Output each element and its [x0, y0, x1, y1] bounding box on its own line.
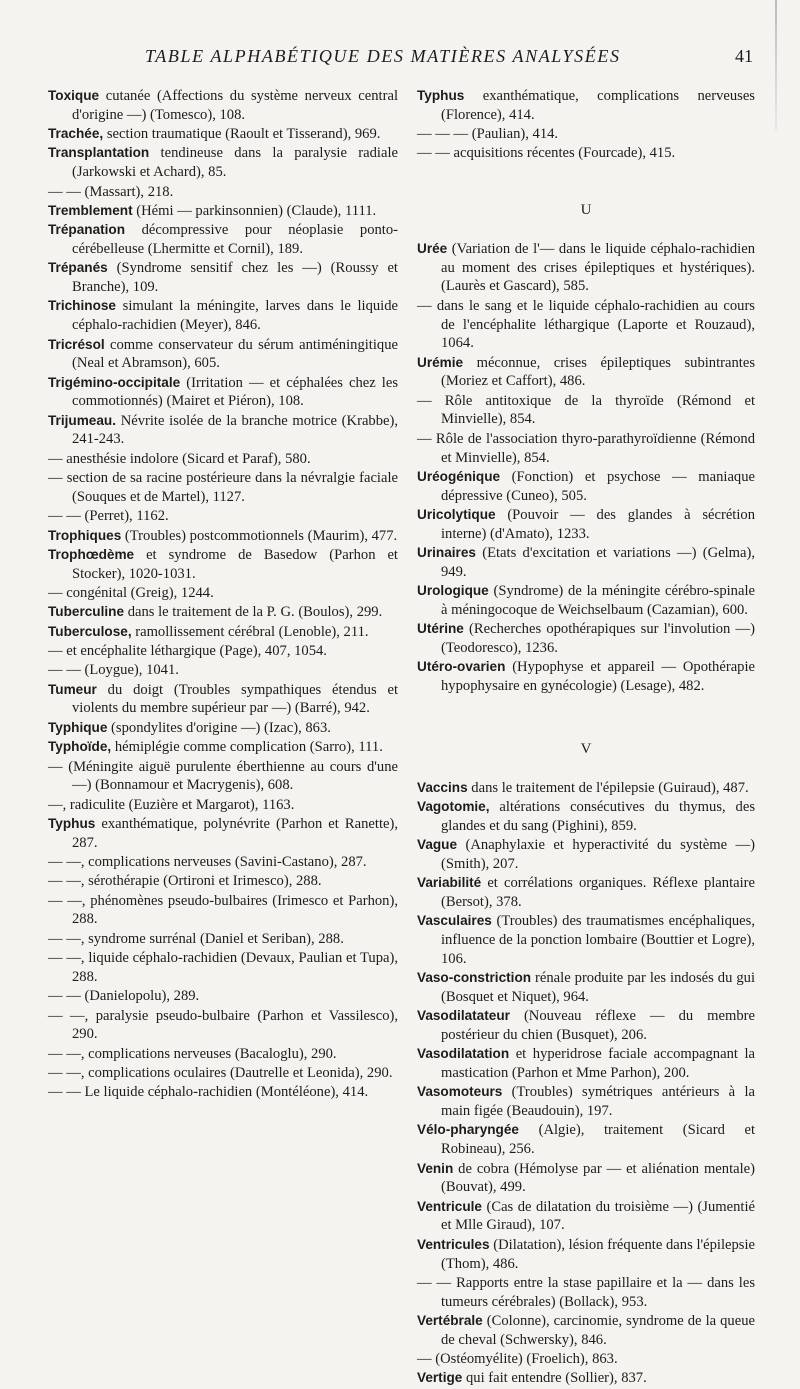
entry-heading: Urémie [417, 354, 464, 370]
entry-text: méconnue, crises épileptiques subintrantes (Moriez et Caffort), 486. [441, 354, 755, 390]
index-entry [417, 779, 755, 798]
entry-text: (Etats d'excitation et variations —) (Gelma), 949. [441, 545, 755, 580]
entry-text: décompressive pour néoplasie ponto-cérébelleuse (Lhermitte et Cornil), 189. [72, 222, 398, 257]
entry-text: cutanée (Affections du système nerveux central d'origine —) (Tomesco), 108. [72, 88, 398, 123]
entry-heading: Vasodilatateur [417, 1008, 510, 1024]
right-entries-v [417, 779, 755, 1389]
entry-text: — — (Danielopolu), 289. [48, 988, 200, 1005]
entry-heading: Utérine [417, 621, 464, 637]
entry-heading: Tuberculine [48, 604, 125, 620]
entry-text: (Recherches opothérapiques sur l'involution —) (Teodoresco), 1236. [441, 621, 755, 657]
index-entry [417, 430, 755, 468]
entry-heading: Trépanation [48, 222, 126, 238]
entry-text: — section de sa racine postérieure dans la névralgie faciale (Souques et de Martel), 1127. [48, 470, 398, 505]
entry-text: (Variation de l'— dans le liquide céphalo-rachidien au moment des crises épileptiques et hystériques). (Laurès et Gascard), 585. [441, 240, 755, 295]
entry-heading: Utéro-ovarien [417, 659, 506, 675]
left-entries [48, 87, 398, 1102]
index-entry [417, 125, 755, 144]
index-entry [417, 798, 755, 836]
entry-heading: Trachée, [48, 126, 104, 142]
entry-text: exanthématique, complications nerveuses (Florence), 414. [441, 88, 755, 123]
entry-text: altérations consécutives du thymus, des glandes et du sang (Pighini), 859. [441, 798, 755, 834]
entry-text: — —, phénomènes pseudo-bulbaires (Irimesco et Parhon), 288. [48, 892, 398, 928]
index-entry [48, 949, 398, 987]
entry-heading: Venin [417, 1160, 454, 1176]
entry-heading: Trijumeau. [48, 412, 116, 428]
entry-text: (Hypophyse et appareil — Opothérapie hypophysaire en gynécologie) (Lesage), 482. [441, 659, 755, 695]
index-entry [48, 623, 398, 642]
entry-text: (Troubles) des traumatismes encéphaliques, influence de la ponction lombaire (Bouttier et Logre), 106. [441, 913, 755, 967]
index-entry [48, 584, 398, 603]
entry-text: — —, syndrome surrénal (Daniel et Seriban), 288. [48, 930, 344, 947]
entry-heading: Trépanés [48, 260, 108, 276]
index-entry [417, 836, 755, 874]
index-entry [48, 507, 398, 526]
index-entry [48, 144, 398, 182]
index-entry [417, 874, 755, 912]
entry-heading: Trophœdème [48, 546, 135, 562]
index-entry [48, 642, 398, 661]
entry-text: (Pouvoir — des glandes à sécrétion interne) (d'Amato), 1233. [441, 507, 755, 542]
entry-text: ramollissement cérébral (Lenoble), 211. [131, 623, 369, 640]
section-letter-u: U [580, 202, 592, 219]
entry-text: (Algie), traitement (Sicard et Robineau), 256. [441, 1122, 755, 1158]
entry-heading: Variabilité [417, 875, 482, 891]
entry-heading: Vasomoteurs [417, 1084, 503, 1100]
right-entries-u [417, 240, 755, 696]
index-entry [48, 297, 398, 335]
entry-heading: Vasodilatation [417, 1046, 510, 1062]
entry-text: — anesthésie indolore (Sicard et Paraf), 580. [48, 450, 311, 467]
entry-heading: Vaccins [417, 779, 468, 795]
index-entry [48, 661, 398, 680]
entry-text: (Hémi — parkinsonnien) (Claude), 1111. [132, 202, 377, 219]
entry-heading: Ventricule [417, 1198, 482, 1214]
index-entry [48, 872, 398, 891]
entry-text: comme conservateur du sérum antiméningitique (Neal et Abramson), 605. [72, 336, 398, 372]
index-entry [48, 987, 398, 1006]
entry-text: et syndrome de Basedow (Parhon et Stocker), 1020-1031. [72, 546, 398, 582]
index-entry [48, 183, 398, 202]
entry-text: (Troubles) postcommotionnels (Maurim), 477. [121, 527, 398, 544]
entry-heading: Uricolytique [417, 507, 496, 522]
entry-heading: Tuberculose, [48, 623, 132, 639]
entry-text: — —, paralysie pseudo-bulbaire (Parhon et Vassilesco), 290. [48, 1007, 398, 1043]
entry-text: — —, liquide céphalo-rachidien (Devaux, Paulian et Tupa), 288. [48, 950, 398, 985]
index-entry [48, 719, 398, 738]
index-entry [48, 853, 398, 872]
index-entry [417, 1121, 755, 1159]
entry-text: — —, sérothérapie (Ortironi et Irimesco), 288. [48, 873, 322, 890]
entry-text: (Nouveau réflexe — du membre postérieur du chien (Busquet), 206. [441, 1008, 755, 1043]
index-entry [417, 1160, 755, 1198]
entry-text: — —, complications oculaires (Dautrelle et Leonida), 290. [48, 1065, 393, 1082]
entry-heading: Tumeur [48, 681, 97, 697]
index-entry [48, 1007, 398, 1045]
index-entry [417, 297, 755, 353]
entry-text: — — — (Paulian), 414. [417, 126, 559, 143]
entry-text: (Syndrome) de la méningite cérébro-spinale à méningocoque de Weichselbaum (Cazamian), 600. [441, 583, 755, 618]
entry-heading: Vasculaires [417, 913, 492, 929]
entry-heading: Typhique [48, 719, 108, 735]
entry-text: — — (Massart), 218. [48, 183, 174, 200]
entry-text: — et encéphalite léthargique (Page), 407, 1054. [48, 643, 327, 660]
index-entry [417, 1198, 755, 1236]
entry-text: (Colonne), carcinomie, syndrome de la queue de cheval (Schwersky), 846. [441, 1312, 755, 1348]
entry-text: et corrélations organiques. Réflexe plantaire (Bersot), 378. [441, 875, 755, 910]
entry-heading: Toxique [48, 88, 100, 103]
index-entry [417, 1274, 755, 1312]
entry-text: (Cas de dilatation du troisième —) (Jumentié et Mlle Giraud), 107. [441, 1198, 755, 1234]
index-entry [48, 1045, 398, 1064]
entry-text: qui fait entendre (Sollier), 837. [462, 1370, 647, 1387]
section-letter-v: V [580, 740, 592, 757]
entry-text: exanthématique, polynévrite (Parhon et Ranette), 287. [72, 815, 398, 851]
entry-text: — Rôle de l'association thyro-parathyroïdienne (Rémond et Minvielle), 854. [417, 430, 755, 466]
entry-text: — —, complications nerveuses (Bacaloglu), 290. [48, 1045, 337, 1062]
entry-heading: Vagotomie, [417, 798, 490, 814]
entry-heading: Urinaires [417, 545, 476, 561]
entry-text: simulant la méningite, larves dans le liquide céphalo-rachidien (Meyer), 846. [72, 298, 398, 334]
index-entry [48, 374, 398, 412]
left-column [48, 87, 398, 1103]
entry-text: (Fonction) et psychose — maniaque dépressive (Cuneo), 505. [441, 468, 755, 504]
entry-text: dans le traitement de la P. G. (Boulos), 299. [124, 604, 383, 621]
index-entry [48, 527, 398, 546]
entry-text: — — Le liquide céphalo-rachidien (Montéléone), 414. [48, 1084, 369, 1101]
entry-text: (Irritation — et céphalées chez les commotionnés) (Mairet et Piéron), 108. [72, 374, 398, 410]
index-entry [417, 912, 755, 968]
index-entry [48, 815, 398, 853]
entry-heading: Typhus [48, 815, 96, 831]
entry-text: section traumatique (Raoult et Tisserand), 969. [103, 126, 381, 143]
entry-text: — Rôle antitoxique de la thyroïde (Rémond et Minvielle), 854. [417, 392, 755, 428]
entry-text: tendineuse dans la paralysie radiale (Jarkowski et Achard), 85. [72, 145, 398, 181]
index-entry [417, 144, 755, 163]
index-entry [48, 930, 398, 949]
index-entry [48, 603, 398, 622]
page-header [0, 40, 800, 74]
entry-heading: Vaso-constriction [417, 970, 532, 986]
entry-text: — (Ostéomyélite) (Froelich), 863. [417, 1351, 618, 1368]
running-title: TABLE ALPHABÉTIQUE DES MATIÈRES ANALYSÉES [145, 46, 621, 66]
index-entry [417, 506, 755, 544]
entry-text: rénale produite par les indosés du gui (Bosquet et Niquet), 964. [441, 970, 755, 1005]
index-entry [417, 582, 755, 620]
index-entry [417, 240, 755, 296]
index-entry [48, 336, 398, 374]
entry-heading: Tricrésol [48, 336, 105, 352]
index-entry [417, 87, 755, 125]
index-entry [48, 259, 398, 297]
index-entry [48, 450, 398, 469]
entry-text: (Syndrome sensitif chez les —) (Roussy et Branche), 109. [72, 260, 398, 296]
entry-text: — —, complications nerveuses (Savini-Castano), 287. [48, 854, 367, 871]
entry-heading: Trophiques [48, 527, 122, 543]
entry-heading: Ventricules [417, 1236, 490, 1252]
index-entry [417, 1083, 755, 1121]
entry-heading: Tremblement [48, 202, 133, 218]
entry-text: dans le traitement de l'épilepsie (Guiraud), 487. [467, 779, 749, 796]
entry-text: (spondylites d'origine —) (Izac), 863. [107, 719, 331, 736]
entry-text: Névrite isolée de la branche motrice (Krabbe), 241-243. [72, 412, 398, 448]
entry-text: de cobra (Hémolyse par — et aliénation mentale) (Bouvat), 499. [441, 1160, 755, 1196]
entry-heading: Trichinose [48, 298, 116, 314]
index-entry [417, 468, 755, 506]
entry-text: — — acquisitions récentes (Fourcade), 415. [417, 145, 676, 162]
index-entry [48, 412, 398, 450]
index-entry [48, 796, 398, 815]
page-number: 41 [735, 46, 753, 66]
index-entry [48, 202, 398, 221]
entry-text: — dans le sang et le liquide céphalo-rachidien au cours de l'encéphalite léthargique (Laporte et Rouzaud), 1064. [417, 297, 755, 352]
entry-heading: Uréogénique [417, 468, 501, 484]
index-entry [417, 620, 755, 658]
right-column [417, 87, 755, 1389]
index-entry [48, 87, 398, 125]
index-entry [48, 1083, 398, 1102]
index-entry [417, 969, 755, 1007]
entry-text: — — (Perret), 1162. [48, 508, 169, 525]
entry-text: —, radiculite (Euzière et Margarot), 1163. [48, 796, 295, 813]
index-entry [417, 658, 755, 696]
index-entry [417, 1312, 755, 1350]
index-entry [417, 392, 755, 430]
entry-heading: Vertébrale [417, 1312, 483, 1328]
entry-text: (Troubles) symétriques antérieurs à la main figée (Beaudouin), 197. [441, 1084, 755, 1120]
index-entry [48, 758, 398, 796]
index-entry [48, 1064, 398, 1083]
entry-text: — — (Loygue), 1041. [48, 662, 179, 679]
entry-heading: Vélo-pharyngée [417, 1122, 519, 1138]
entry-text: hémiplégie comme complication (Sarro), 111. [111, 739, 383, 756]
index-entry [417, 354, 755, 392]
entry-text: — — Rapports entre la stase papillaire et la — dans les tumeurs cérébrales) (Bollack), 953. [417, 1274, 755, 1310]
entry-heading: Typhus [417, 88, 465, 103]
entry-heading: Typhoïde, [48, 739, 112, 755]
index-entry [417, 1236, 755, 1274]
index-entry [48, 469, 398, 507]
index-entry [48, 738, 398, 757]
entry-text: et hyperidrose faciale accompagnant la mastication (Parhon et Mme Parhon), 200. [441, 1046, 755, 1082]
entry-text: — (Méningite aiguë purulente éberthienne au cours d'une —) (Bonnamour et Macrygenis), 608. [48, 758, 398, 794]
index-entry [48, 221, 398, 259]
entry-heading: Urologique [417, 583, 489, 599]
entry-heading: Vertige [417, 1370, 463, 1386]
entry-heading: Trigémino-occipitale [48, 374, 181, 390]
entry-text: du doigt (Troubles sympathiques étendus et violents du membre supérieur par —) (Barré), 942. [72, 681, 398, 717]
index-entry [417, 1045, 755, 1083]
right-entries-top [417, 87, 755, 163]
index-entry [417, 544, 755, 582]
entry-text: (Anaphylaxie et hyperactivité du système —) (Smith), 207. [441, 837, 755, 872]
index-entry [48, 681, 398, 719]
entry-heading: Urée [417, 240, 448, 256]
index-entry [48, 546, 398, 584]
entry-heading: Transplantation [48, 145, 150, 161]
entry-heading: Vague [417, 837, 458, 853]
entry-text: (Dilatation), lésion fréquente dans l'épilepsie (Thom), 486. [441, 1236, 755, 1272]
index-entry [417, 1369, 755, 1388]
index-entry [48, 892, 398, 930]
entry-text: — congénital (Greig), 1244. [48, 585, 214, 601]
index-entry [417, 1007, 755, 1045]
index-entry [48, 125, 398, 144]
index-entry [417, 1350, 755, 1369]
